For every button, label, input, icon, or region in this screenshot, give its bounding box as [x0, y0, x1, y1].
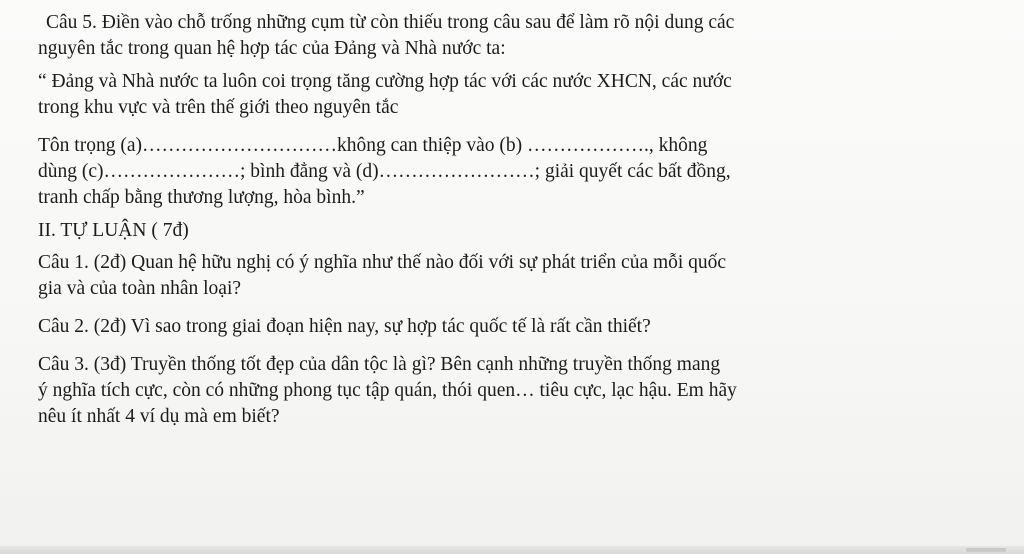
document-body: [38, 10, 973, 437]
question-5: [38, 10, 973, 62]
question-3-line-1: Câu 3. (3đ) Truyền thống tốt đẹp của dân tộc là gì? Bên cạnh những truyền thống mang: [38, 354, 721, 375]
quote-intro: [38, 69, 973, 121]
section-heading: II. TỰ LUẬN ( 7đ): [38, 220, 189, 241]
question-3-line-2: ý nghĩa tích cực, còn có những phong tục tập quán, thói quen… tiêu cực, lạc hậu. Em hãy: [38, 380, 737, 401]
blanks-line-2: dùng (c)…………………; bình đẳng và (d)……………………; giải quyết các bất đồng,: [38, 161, 731, 182]
blanks-line-1: Tôn trọng (a)…………………………không can thiệp vào (b) ………………., không: [38, 135, 708, 156]
page-bottom-edge: [0, 546, 1024, 554]
question-1-line-2: gia và của toàn nhân loại?: [38, 278, 242, 299]
blanks-line-3: tranh chấp bằng thương lượng, hòa bình.”: [38, 187, 365, 208]
question-3-line-3: nêu ít nhất 4 ví dụ mà em biết?: [38, 406, 280, 427]
question-3: [38, 352, 973, 430]
scroll-indicator: [966, 548, 1006, 552]
question-1-line-1: Câu 1. (2đ) Quan hệ hữu nghị có ý nghĩa như thế nào đối với sự phát triển của mỗi quốc: [38, 252, 727, 273]
quote-line-1: “ Đảng và Nhà nước ta luôn coi trọng tăng cường hợp tác với các nước XHCN, các nước: [38, 71, 732, 92]
question-1: [38, 250, 973, 302]
question-5-line-2: nguyên tắc trong quan hệ hợp tác của Đảng và Nhà nước ta:: [38, 38, 506, 59]
quote-line-2: trong khu vực và trên thế giới theo nguyên tắc: [38, 97, 399, 118]
question-2-line-1: Câu 2. (2đ) Vì sao trong giai đoạn hiện nay, sự hợp tác quốc tế là rất cần thiết?: [38, 316, 651, 337]
question-2: [38, 314, 973, 340]
question-5-line-1: Câu 5. Điền vào chỗ trống những cụm từ còn thiếu trong câu sau để làm rõ nội dung các: [46, 12, 735, 33]
fill-in-blanks: [38, 133, 973, 211]
